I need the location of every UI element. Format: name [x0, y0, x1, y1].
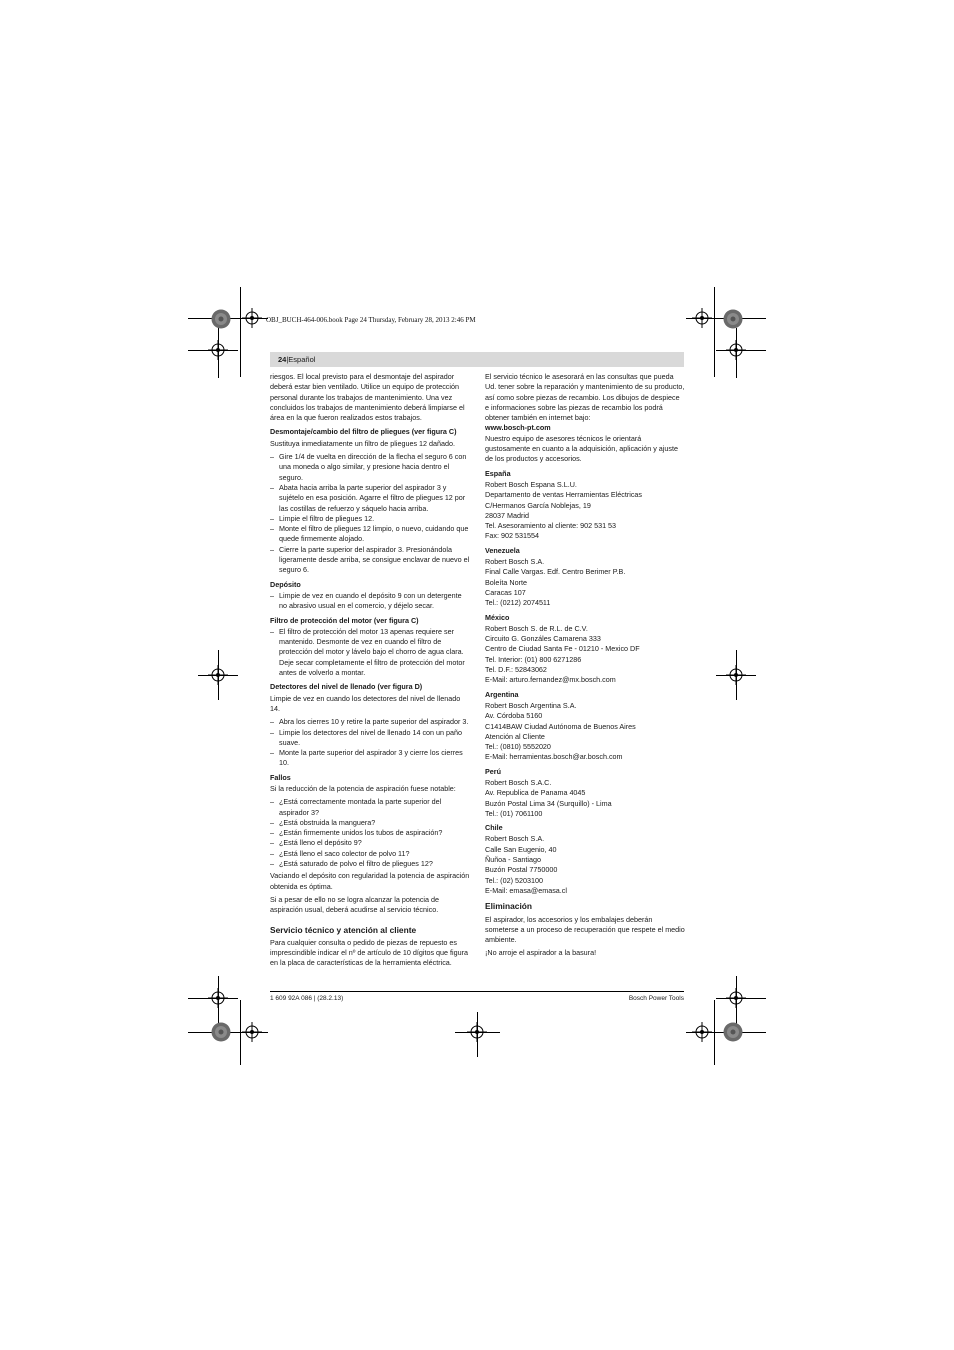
address-line: Robert Bosch S.A.	[485, 834, 545, 844]
registration-mark-icon	[242, 1022, 262, 1042]
address-block	[485, 557, 685, 608]
address-block	[485, 480, 685, 542]
address-line: Final Calle Vargas. Edf. Centro Berimer P.B.	[485, 567, 626, 577]
registration-mark-icon	[208, 988, 228, 1008]
motor-steps-list	[270, 627, 470, 678]
address-line: C1414BAW Ciudad Autónoma de Buenos Aires	[485, 721, 636, 731]
country-heading: Chile	[485, 823, 503, 833]
registration-mark-icon	[242, 308, 262, 328]
faults-list	[270, 797, 470, 869]
level-steps-list	[270, 717, 470, 768]
registration-mark-icon	[726, 988, 746, 1008]
country-heading: México	[485, 612, 510, 622]
level-intro: Limpie de vez en cuando los detectores del nivel de llenado 14.	[270, 693, 461, 713]
list-item: – ¿Está correctamente montada la parte superior del aspirador 3?	[270, 797, 470, 818]
color-target-icon	[211, 309, 231, 329]
list-item: – Limpie los detectores del nivel de llenado 14 con un paño suave.	[270, 728, 470, 749]
list-item: – ¿Están firmemente unidos los tubos de aspiración?	[270, 828, 470, 838]
address-line: Tel.: (01) 7061100	[485, 808, 543, 818]
disposal-heading: Eliminación	[485, 901, 533, 912]
list-item: – Monte el filtro de pliegues 12 limpio, o nuevo, cuidando que quede firmemente alojado.	[270, 524, 470, 545]
address-line: Ñuñoa - Santiago	[485, 855, 541, 865]
faults-heading: Fallos	[270, 772, 291, 782]
filter-steps-list	[270, 452, 470, 576]
address-line: E-Mail: emasa@emasa.cl	[485, 885, 567, 895]
list-item: – Cierre la parte superior del aspirador 3. Presionándola ligeramente desde arriba, se consigue enclavar de nuevo el seguro 6.	[270, 545, 470, 576]
address-line: Av. Republica de Panama 4045	[485, 788, 586, 798]
address-line: Boleíta Norte	[485, 577, 527, 587]
color-target-icon	[211, 1022, 231, 1042]
address-line: E-Mail: arturo.fernandez@mx.bosch.com	[485, 675, 616, 685]
country-heading: Perú	[485, 766, 501, 776]
address-line: Tel.: (02) 5203100	[485, 875, 543, 885]
page-label	[278, 355, 315, 364]
list-item: – Abra los cierres 10 y retire la parte superior del aspirador 3.	[270, 717, 470, 727]
service-paragraph-2: Nuestro equipo de asesores técnicos le orientará gustosamente en cuanto a la adquisición, aplicación y ajuste de los productos y accesorios.	[485, 433, 678, 464]
address-line: C/Hermanos García Noblejas, 19	[485, 500, 591, 510]
filter-heading: Desmontaje/cambio del filtro de pliegues (ver figura C)	[270, 427, 457, 437]
address-line: Tel.: (0810) 5552020	[485, 742, 551, 752]
address-line: Robert Bosch Argentina S.A.	[485, 700, 577, 710]
address-line: E-Mail: herramientas.bosch@ar.bosch.com	[485, 752, 623, 762]
address-line: Circuito G. Gonzáles Camarena 333	[485, 634, 601, 644]
color-target-icon	[723, 1022, 743, 1042]
footer-brand: Bosch Power Tools	[628, 995, 684, 1002]
address-line: Tel. D.F.: 52843062	[485, 665, 547, 675]
address-block	[485, 624, 685, 686]
website-link[interactable]: www.bosch-pt.com	[485, 423, 551, 433]
header-separator: |	[286, 355, 289, 364]
intro-paragraph: riesgos. El local previsto para el desmontaje del aspirador deberá estar bien ventilado. Utilice un equipo de protección personal durante los trabajos de mantenimiento. Una vez concluidos los trabajos de mantenimiento deberá limpiarse el área en la que fueron realizados estos trabajos.	[270, 372, 465, 423]
country-heading: España	[485, 468, 511, 478]
disposal-paragraph-2: ¡No arroje el aspirador a la basura!	[485, 948, 597, 958]
list-item: – El filtro de protección del motor 13 apenas requiere ser mantenido. Desmonte de vez en cuando el filtro de protección del motor y lávelo bajo el chorro de agua clara. Deje secar completamente el filtro de protección del motor antes de volverlo a montar.	[270, 627, 470, 678]
list-item: – ¿Está lleno el saco colector de polvo 11?	[270, 849, 470, 859]
print-slug: OBJ_BUCH-464-006.book Page 24 Thursday, February 28, 2013 2:46 PM	[266, 316, 476, 324]
list-item: – Limpie de vez en cuando el depósito 9 con un detergente no abrasivo usual en el comercio, y déjelo secar.	[270, 591, 470, 612]
registration-mark-icon	[726, 665, 746, 685]
registration-mark-icon	[208, 665, 228, 685]
country-heading: Venezuela	[485, 545, 520, 555]
tank-heading: Depósito	[270, 579, 301, 589]
footer-rule	[270, 991, 684, 992]
motor-filter-heading: Filtro de protección del motor (ver figura C)	[270, 615, 419, 625]
registration-mark-icon	[692, 308, 712, 328]
faults-intro: Si la reducción de la potencia de aspiración fuese notable:	[270, 783, 456, 793]
address-line: Buzón Postal 7750000	[485, 865, 558, 875]
list-item: – ¿Está saturado de polvo el filtro de pliegues 12?	[270, 859, 470, 869]
address-line: Tel. Asesoramiento al cliente: 902 531 53	[485, 521, 617, 531]
left-column	[270, 372, 470, 972]
list-item: – Monte la parte superior del aspirador 3 y cierre los cierres 10.	[270, 748, 470, 769]
registration-mark-icon	[726, 340, 746, 360]
address-line: Av. Córdoba 5160	[485, 711, 543, 721]
level-detectors-heading: Detectores del nivel de llenado (ver figura D)	[270, 682, 423, 692]
address-line: Caracas 107	[485, 587, 526, 597]
list-item: – Gire 1/4 de vuelta en dirección de la flecha el seguro 6 con una moneda o algo similar, y presione hacia dentro el seguro.	[270, 452, 470, 483]
address-line: Departamento de ventas Herramientas Eléctricas	[485, 490, 642, 500]
address-line: Atención al Cliente	[485, 731, 545, 741]
address-block	[485, 834, 685, 896]
address-line: Centro de Ciudad Santa Fe - 01210 - Mexico DF	[485, 644, 640, 654]
address-block	[485, 778, 685, 819]
page-number: 24	[278, 355, 287, 364]
service-paragraph: Para cualquier consulta o pedido de piezas de repuesto es imprescindible indicar el nº de artículo de 10 dígitos que figura en la placa de características de la herramienta eléctrica.	[270, 937, 469, 968]
header-language: Español	[288, 355, 316, 364]
service-paragraph-1: El servicio técnico le asesorará en las consultas que pueda Ud. tener sobre la reparación y mantenimiento de su producto, así como sobre piezas de recambio. Los dibujos de despiece e informaciones sobre las piezas de recambio los podrá obtener también en internet bajo:	[485, 372, 685, 423]
list-item: – ¿Está lleno el depósito 9?	[270, 838, 470, 848]
page-header	[270, 352, 684, 367]
filter-intro: Sustituya inmediatamente un filtro de pliegues 12 dañado.	[270, 438, 456, 448]
list-item: – ¿Está obstruida la manguera?	[270, 818, 470, 828]
address-line: Robert Bosch Espana S.L.U.	[485, 479, 577, 489]
tank-steps-list	[270, 591, 470, 612]
disposal-paragraph-1: El aspirador, los accesorios y los embalajes deberán someterse a un proceso de recuperación que respete el medio ambiente.	[485, 914, 685, 945]
address-line: Robert Bosch S.A.C.	[485, 777, 552, 787]
registration-mark-icon	[208, 340, 228, 360]
address-line: Fax: 902 531554	[485, 531, 539, 541]
address-line: Tel. Interior: (01) 800 6271286	[485, 654, 582, 664]
country-heading: Argentina	[485, 689, 519, 699]
list-item: – Limpie el filtro de pliegues 12.	[270, 514, 470, 524]
registration-mark-icon	[692, 1022, 712, 1042]
address-line: Buzón Postal Lima 34 (Surquillo) - Lima	[485, 798, 612, 808]
right-column	[485, 372, 685, 962]
address-line: Tel.: (0212) 2074511	[485, 598, 551, 608]
faults-paragraph-1: Vaciando el depósito con regularidad la potencia de aspiración obtenida es óptima.	[270, 871, 470, 891]
footer-code: 1 609 92A 086 | (28.2.13)	[270, 995, 344, 1002]
address-line: Calle San Eugenio, 40	[485, 844, 557, 854]
registration-mark-icon	[467, 1022, 487, 1042]
address-line: Robert Bosch S. de R.L. de C.V.	[485, 623, 588, 633]
address-line: 28037 Madrid	[485, 510, 529, 520]
address-block	[485, 701, 685, 763]
service-heading: Servicio técnico y atención al cliente	[270, 924, 417, 935]
faults-paragraph-2: Si a pesar de ello no se logra alcanzar la potencia de aspiración usual, deberá acudirse al servicio técnico.	[270, 894, 440, 915]
color-target-icon	[723, 309, 743, 329]
list-item: – Abata hacia arriba la parte superior del aspirador 3 y sujételo en esa posición. Agarre el filtro de pliegues 12 por las costillas de refuerzo y sáquelo hacia arriba.	[270, 483, 470, 514]
address-line: Robert Bosch S.A.	[485, 557, 545, 567]
